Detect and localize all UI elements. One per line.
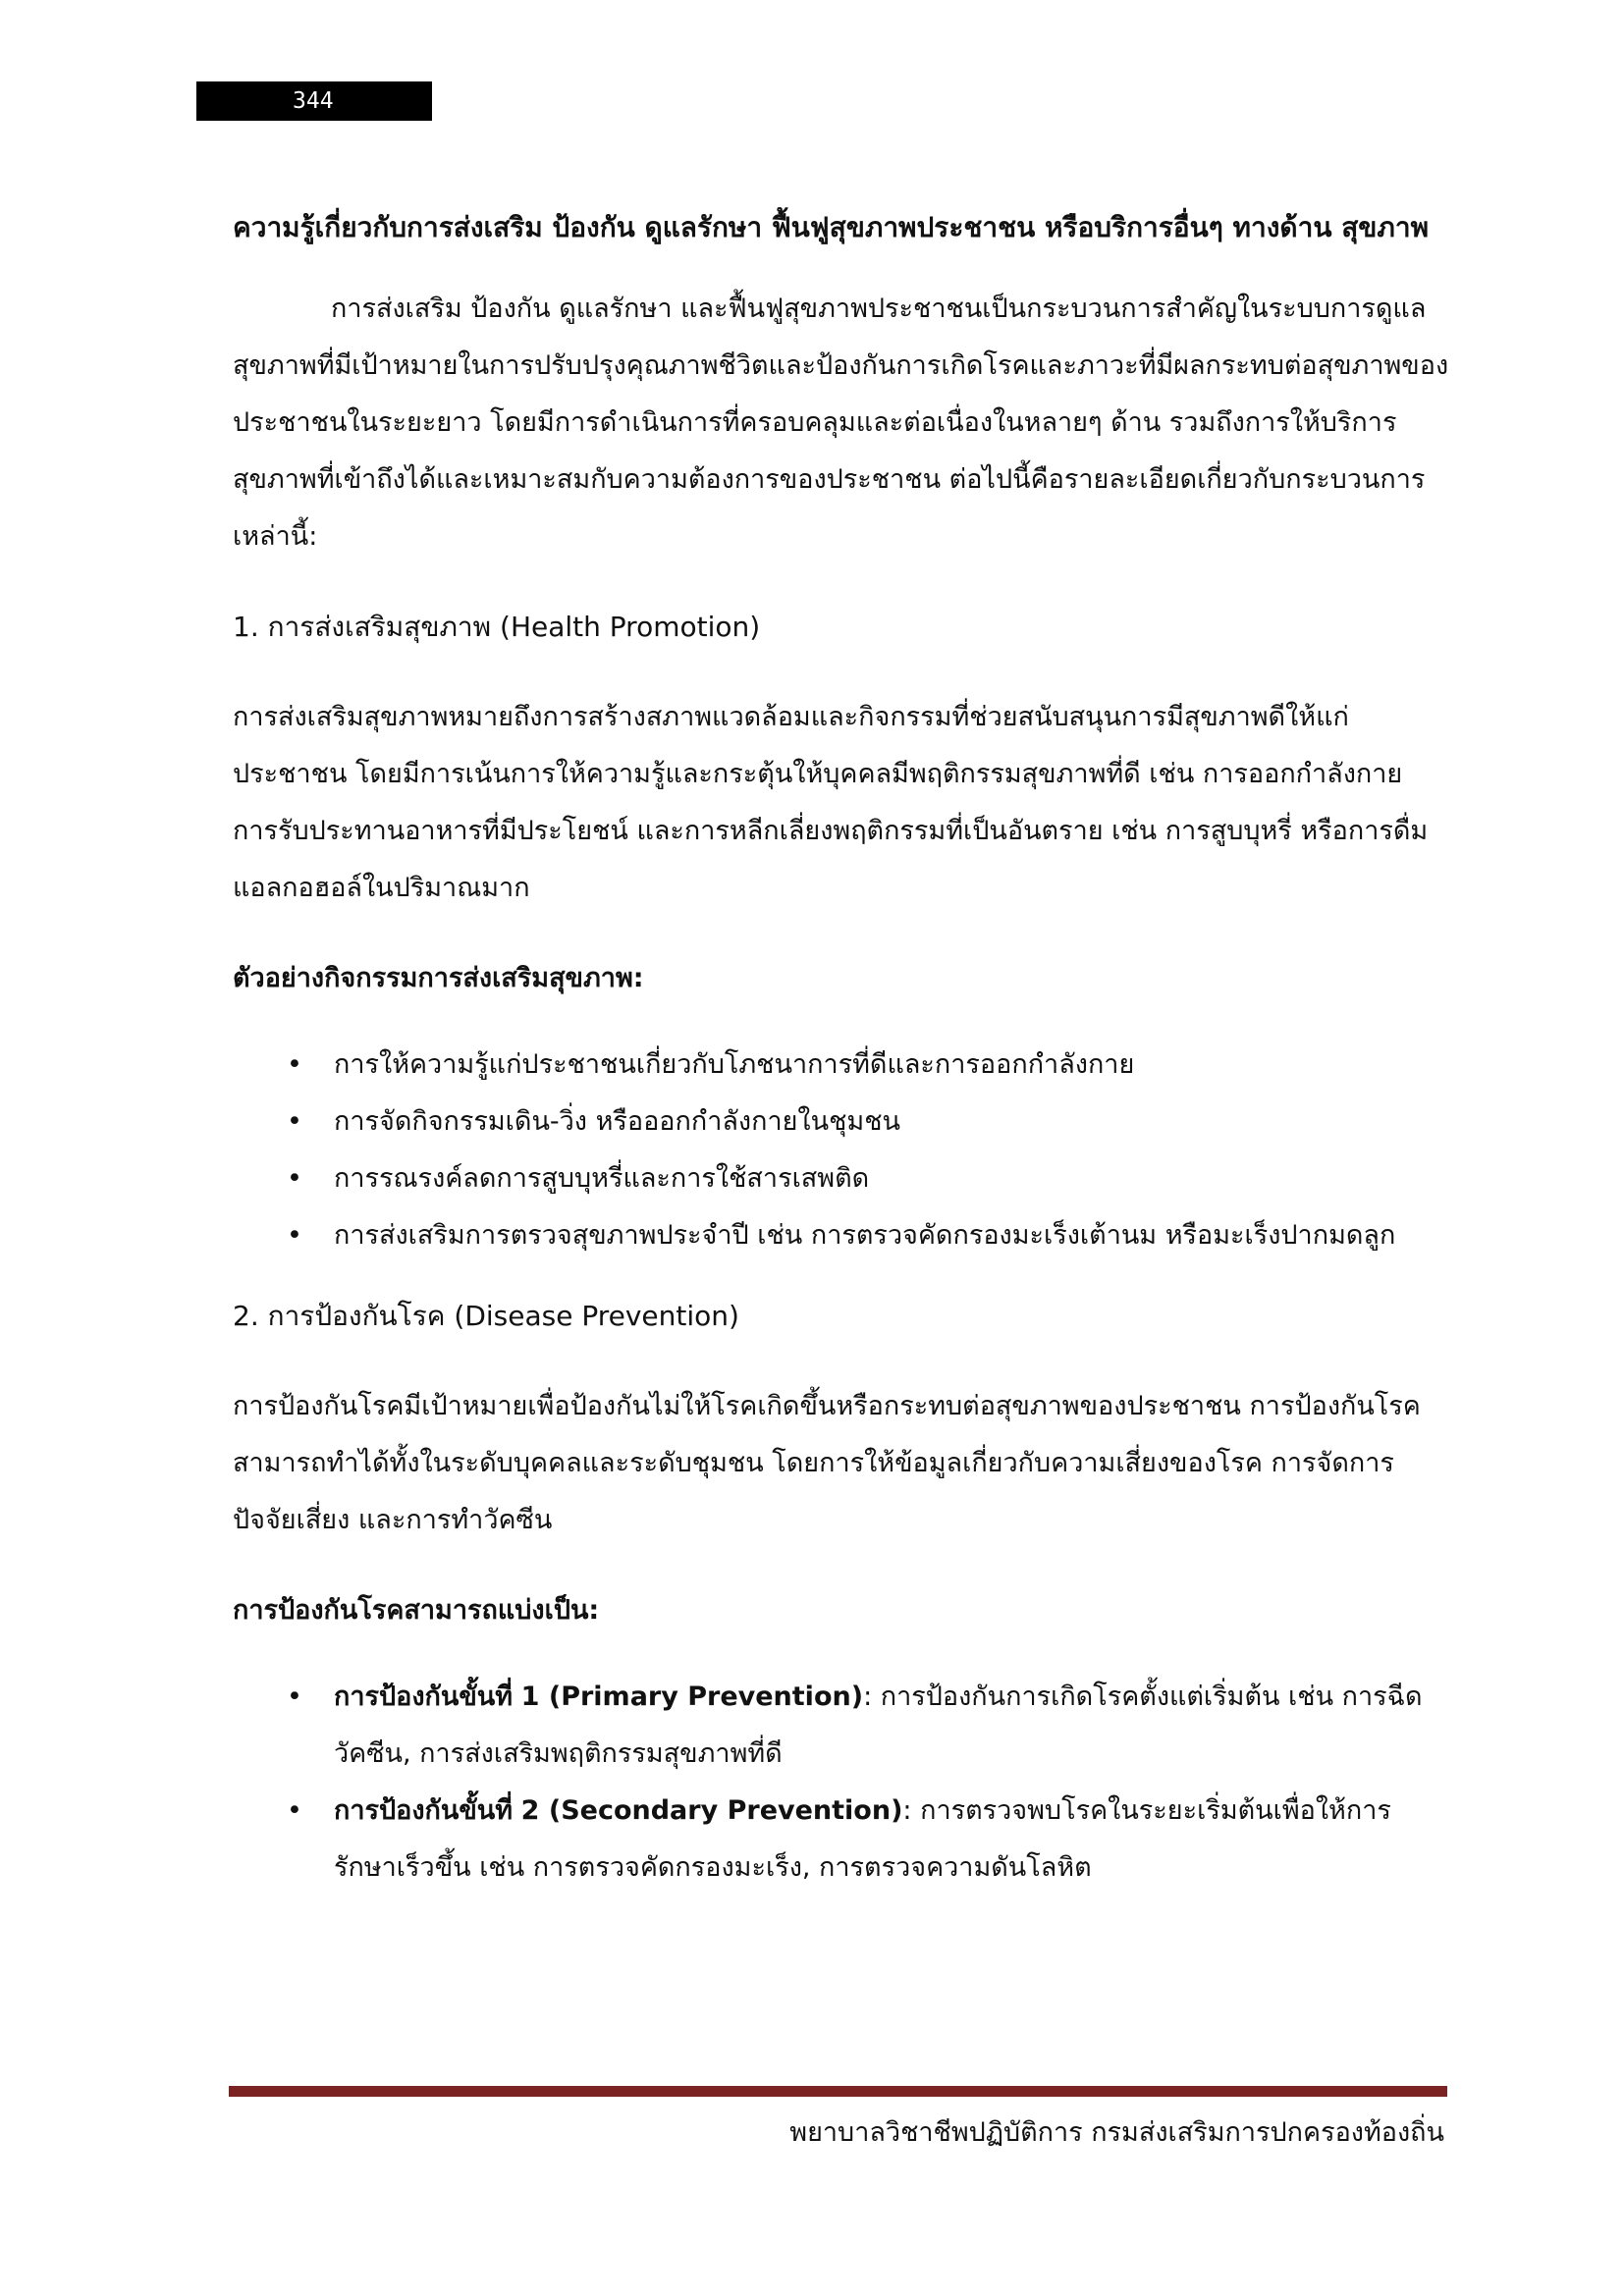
section-2-levels-list bbox=[233, 1669, 1450, 1896]
intro-paragraph: การส่งเสริม ป้องกัน ดูแลรักษา และฟื้นฟูสุขภาพประชาชนเป็นกระบวนการสำคัญในระบบการดูแลสุขภาพที่มีเป้าหมายในการปรับปรุงคุณภาพชีวิตและป้องกันการเกิดโรคและภาวะที่มีผลกระทบต่อสุขภาพของประชาชนในระยะยาว โดยมีการดำเนินการที่ครอบคลุมและต่อเนื่องในหลายๆ ด้าน รวมถึงการให้บริการสุขภาพที่เข้าถึงได้และเหมาะสมกับความต้องการของประชาชน ต่อไปนี้คือรายละเอียดเกี่ยวกับกระบวนการเหล่านี้: bbox=[233, 294, 1449, 552]
list-item: • การจัดกิจกรรมเดิน-วิ่ง หรือออกกำลังกายในชุมชน bbox=[233, 1094, 1450, 1150]
list-item: • การป้องกันขั้นที่ 1 (Primary Prevention): การป้องกันการเกิดโรคตั้งแต่เริ่มต้น เช่น การฉีดวัคซีน, การส่งเสริมพฤติกรรมสุขภาพที่ดี bbox=[233, 1669, 1450, 1783]
page-title: ความรู้เกี่ยวกับการส่งเสริม ป้องกัน ดูแลรักษา ฟื้นฟูสุขภาพประชาชน หรือบริการอื่นๆ ทางด้าน สุขภาพ bbox=[233, 211, 1430, 243]
section-1-body: การส่งเสริมสุขภาพหมายถึงการสร้างสภาพแวดล้อมและกิจกรรมที่ช่วยสนับสนุนการมีสุขภาพดีให้แก่ประชาชน โดยมีการเน้นการให้ความรู้และกระตุ้นให้บุคคลมีพฤติกรรมสุขภาพที่ดี เช่น การออกกำลังกาย การรับประทานอาหารที่มีประโยชน์ และการหลีกเลี่ยงพฤติกรรมที่เป็นอันตราย เช่น การสูบบุหรี่ หรือการดื่มแอลกอฮอล์ในปริมาณมาก bbox=[233, 702, 1429, 903]
section-2-heading: 2. การป้องกันโรค (Disease Prevention) bbox=[233, 1300, 739, 1332]
bullet-icon: • bbox=[287, 1682, 302, 1712]
footer-text: พยาบาลวิชาชีพปฏิบัติการ กรมส่งเสริมการปกครองท้องถิ่น bbox=[789, 2117, 1444, 2148]
section-2-body: การป้องกันโรคมีเป้าหมายเพื่อป้องกันไม่ให้โรคเกิดขึ้นหรือกระทบต่อสุขภาพของประชาชน การป้องกันโรคสามารถทำได้ทั้งในระดับบุคคลและระดับชุมชน โดยการให้ข้อมูลเกี่ยวกับความเสี่ยงของโรค การจัดการปัจจัยเสี่ยง และการทำวัคซีน bbox=[233, 1391, 1421, 1535]
list-item: • การให้ความรู้แก่ประชาชนเกี่ยวกับโภชนาการที่ดีและการออกกำลังกาย bbox=[233, 1037, 1450, 1094]
list-item: • การรณรงค์ลดการสูบบุหรี่และการใช้สารเสพติด bbox=[233, 1150, 1450, 1207]
page-number: 344 bbox=[196, 81, 432, 121]
list-item: • การป้องกันขั้นที่ 2 (Secondary Prevention): การตรวจพบโรคในระยะเริ่มต้นเพื่อให้การรักษาเร็วขึ้น เช่น การตรวจคัดกรองมะเร็ง, การตรวจความดันโลหิต bbox=[233, 1783, 1450, 1896]
document-body bbox=[233, 192, 1450, 1920]
bullet-icon: • bbox=[287, 1220, 302, 1251]
section-1-examples-list bbox=[233, 1037, 1450, 1264]
section-2-levels-heading: การป้องกันโรคสามารถแบ่งเป็น: bbox=[233, 1595, 600, 1626]
list-item: • การส่งเสริมการตรวจสุขภาพประจำปี เช่น การตรวจคัดกรองมะเร็งเต้านม หรือมะเร็งปากมดลูก bbox=[233, 1207, 1450, 1264]
bullet-icon: • bbox=[287, 1163, 302, 1194]
section-1-heading: 1. การส่งเสริมสุขภาพ (Health Promotion) bbox=[233, 611, 761, 643]
section-1-examples-heading: ตัวอย่างกิจกรรมการส่งเสริมสุขภาพ: bbox=[233, 963, 644, 993]
bullet-icon: • bbox=[287, 1106, 302, 1137]
bullet-icon: • bbox=[287, 1049, 302, 1080]
bullet-icon: • bbox=[287, 1795, 302, 1826]
footer-divider bbox=[229, 2086, 1447, 2097]
